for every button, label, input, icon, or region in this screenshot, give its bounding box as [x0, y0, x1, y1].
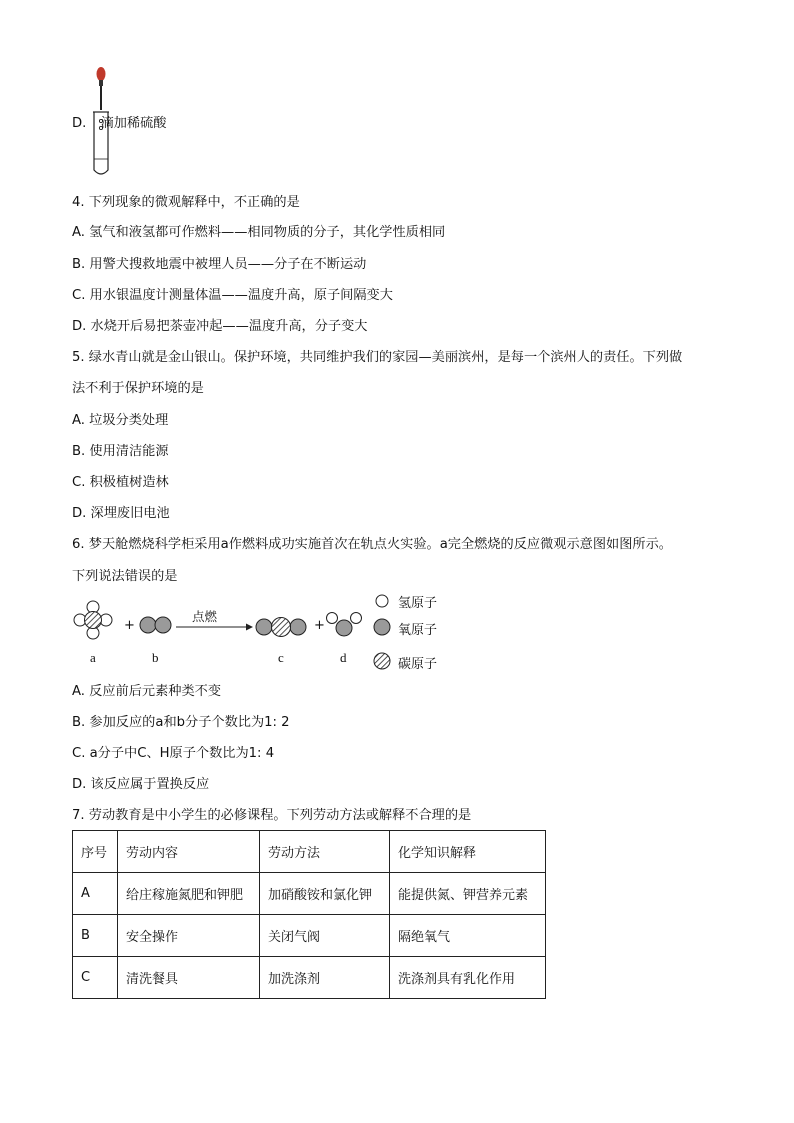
- table-cell: 洗涤剂具有乳化作用: [390, 957, 546, 999]
- q5-option-b: B. 使用清洁能源: [72, 444, 169, 459]
- dropper-neck: [99, 80, 103, 86]
- table-row: [73, 873, 546, 915]
- q5-option-c: C. 积极植树造林: [72, 475, 169, 490]
- table-cell: 给庄稼施氮肥和钾肥: [118, 873, 260, 915]
- q4-option-b: B. 用警犬搜救地震中被埋人员——分子在不断运动: [72, 257, 367, 272]
- q4-option-c: C. 用水银温度计测量体温——温度升高，原子间隔变大: [72, 288, 393, 303]
- option-letter: D.: [72, 116, 87, 131]
- q5-stem-line2: 法不利于保护环境的是: [72, 381, 204, 396]
- table-header-cell: 劳动内容: [118, 831, 260, 873]
- legend-hydrogen-label: 氢原子: [398, 596, 438, 611]
- q7-stem: 7. 劳动教育是中小学生的必修课程。下列劳动方法或解释不合理的是: [72, 808, 472, 823]
- table-cell: 隔绝氧气: [390, 915, 546, 957]
- table-row: [73, 957, 546, 999]
- q6-option-d: D. 该反应属于置换反应: [72, 777, 210, 792]
- molecule-label-d: d: [340, 650, 347, 665]
- q6-stem-line2: 下列说法错误的是: [72, 569, 178, 584]
- option-d-q3: [72, 115, 167, 133]
- molecule-label-a: a: [90, 650, 96, 665]
- table-cell: 加洗涤剂: [260, 957, 390, 999]
- legend-hydrogen-atom-icon: [376, 595, 388, 607]
- table-header-row: [73, 831, 546, 873]
- q5-option-a: A. 垃圾分类处理: [72, 413, 169, 428]
- q5-stem-line1: 5. 绿水青山就是金山银山。保护环境，共同维护我们的家园—美丽滨州，是每一个滨州人的责任。下列做: [72, 350, 683, 365]
- molecule-c-carbon-dioxide: [256, 618, 306, 637]
- table-cell: 清洗餐具: [118, 957, 260, 999]
- table-cell: A: [73, 873, 118, 915]
- molecule-b-oxygen: [140, 617, 171, 633]
- dropper-bulb: [97, 67, 106, 81]
- q4-stem: 4. 下列现象的微观解释中，不正确的是: [72, 195, 300, 210]
- molecule-a-methane: [74, 601, 112, 639]
- legend-carbon-label: 碳原子: [398, 657, 438, 672]
- option-text: 滴加稀硫酸: [100, 116, 167, 131]
- table-row: [73, 915, 546, 957]
- q6-option-a: A. 反应前后元素种类不变: [72, 684, 222, 699]
- molecule-label-c: c: [278, 650, 284, 665]
- q4-option-d: D. 水烧开后易把茶壶冲起——温度升高，分子变大: [72, 319, 368, 334]
- table-header-cell: 化学知识解释: [390, 831, 546, 873]
- q6-option-b: B. 参加反应的a和b分子个数比为1: 2: [72, 715, 290, 730]
- labor-methods-table: [72, 830, 546, 999]
- q6-stem-line1: 6. 梦天舱燃烧科学柜采用a作燃料成功实施首次在轨点火实验。a完全燃烧的反应微观示意图如图所示。: [72, 537, 672, 552]
- q6-option-c: C. a分子中C、H原子个数比为1: 4: [72, 746, 275, 761]
- q4-option-a: A. 氢气和液氢都可作燃料——相同物质的分子，其化学性质相同: [72, 225, 446, 240]
- legend-oxygen-atom-icon: [374, 619, 390, 635]
- table-header-cell: 序号: [73, 831, 118, 873]
- q5-option-d: D. 深埋废旧电池: [72, 506, 170, 521]
- table-header-cell: 劳动方法: [260, 831, 390, 873]
- legend-oxygen-label: 氧原子: [398, 623, 438, 638]
- legend-carbon-atom-icon: [374, 653, 390, 669]
- atom-legend-icons: [372, 592, 394, 672]
- table-cell: B: [73, 915, 118, 957]
- reaction-arrow-head: [246, 624, 253, 631]
- reaction-micro-diagram: [70, 596, 370, 672]
- table-cell: 关闭气阀: [260, 915, 390, 957]
- table-cell: C: [73, 957, 118, 999]
- molecule-d-water: [327, 613, 362, 637]
- molecule-label-b: b: [152, 650, 159, 665]
- table-cell: 加硝酸铵和氯化钾: [260, 873, 390, 915]
- plus-sign: +: [124, 618, 135, 633]
- table-cell: 安全操作: [118, 915, 260, 957]
- table-cell: 能提供氮、钾营养元素: [390, 873, 546, 915]
- plus-sign: +: [314, 618, 325, 633]
- arrow-condition-label: 点燃: [192, 609, 218, 624]
